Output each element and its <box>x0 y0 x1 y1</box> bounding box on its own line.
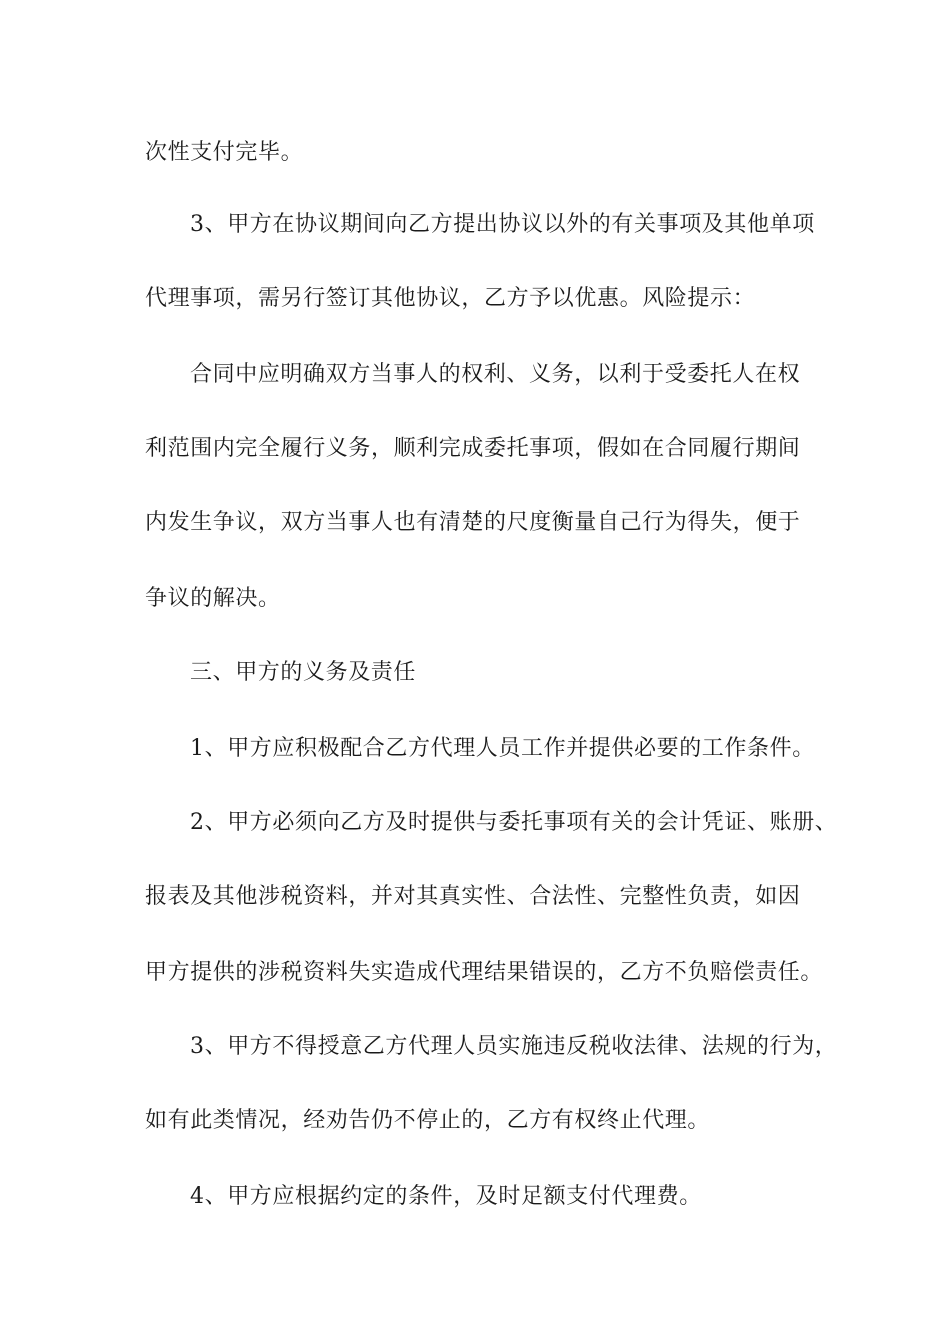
risk-note-line-2: 利范围内完全履行义务，顺利完成委托事项，假如在合同履行期间 <box>145 436 801 461</box>
risk-note-line-4: 争议的解决。 <box>145 586 281 611</box>
duty-3-line-2: 如有此类情况，经劝告仍不停止的，乙方有权终止代理。 <box>145 1108 711 1133</box>
duty-2-line-2: 报表及其他涉税资料，并对其真实性、合法性、完整性负责，如因 <box>145 884 801 909</box>
duty-2-line-3: 甲方提供的涉税资料失实造成代理结果错误的，乙方不负赔偿责任。 <box>145 960 824 985</box>
duty-1-line-1: 1、甲方应积极配合乙方代理人员工作并提供必要的工作条件。 <box>190 736 815 761</box>
risk-note-line-1: 合同中应明确双方当事人的权利、义务，以利于受委托人在权 <box>190 362 801 387</box>
risk-note-line-3: 内发生争议，双方当事人也有清楚的尺度衡量自己行为得失，便于 <box>145 510 801 535</box>
section-heading: 三、甲方的义务及责任 <box>190 660 417 685</box>
duty-2-line-1: 2、甲方必须向乙方及时提供与委托事项有关的会计凭证、账册、 <box>190 810 838 835</box>
clause-3-line-1: 3、甲方在协议期间向乙方提出协议以外的有关事项及其他单项 <box>190 212 815 237</box>
clause-3-line-2: 代理事项，需另行签订其他协议，乙方予以优惠。风险提示： <box>145 286 756 311</box>
duty-3-line-1: 3、甲方不得授意乙方代理人员实施违反税收法律、法规的行为， <box>190 1034 838 1059</box>
text-line: 次性支付完毕。 <box>145 140 304 165</box>
duty-4-line-1: 4、甲方应根据约定的条件，及时足额支付代理费。 <box>190 1184 702 1209</box>
